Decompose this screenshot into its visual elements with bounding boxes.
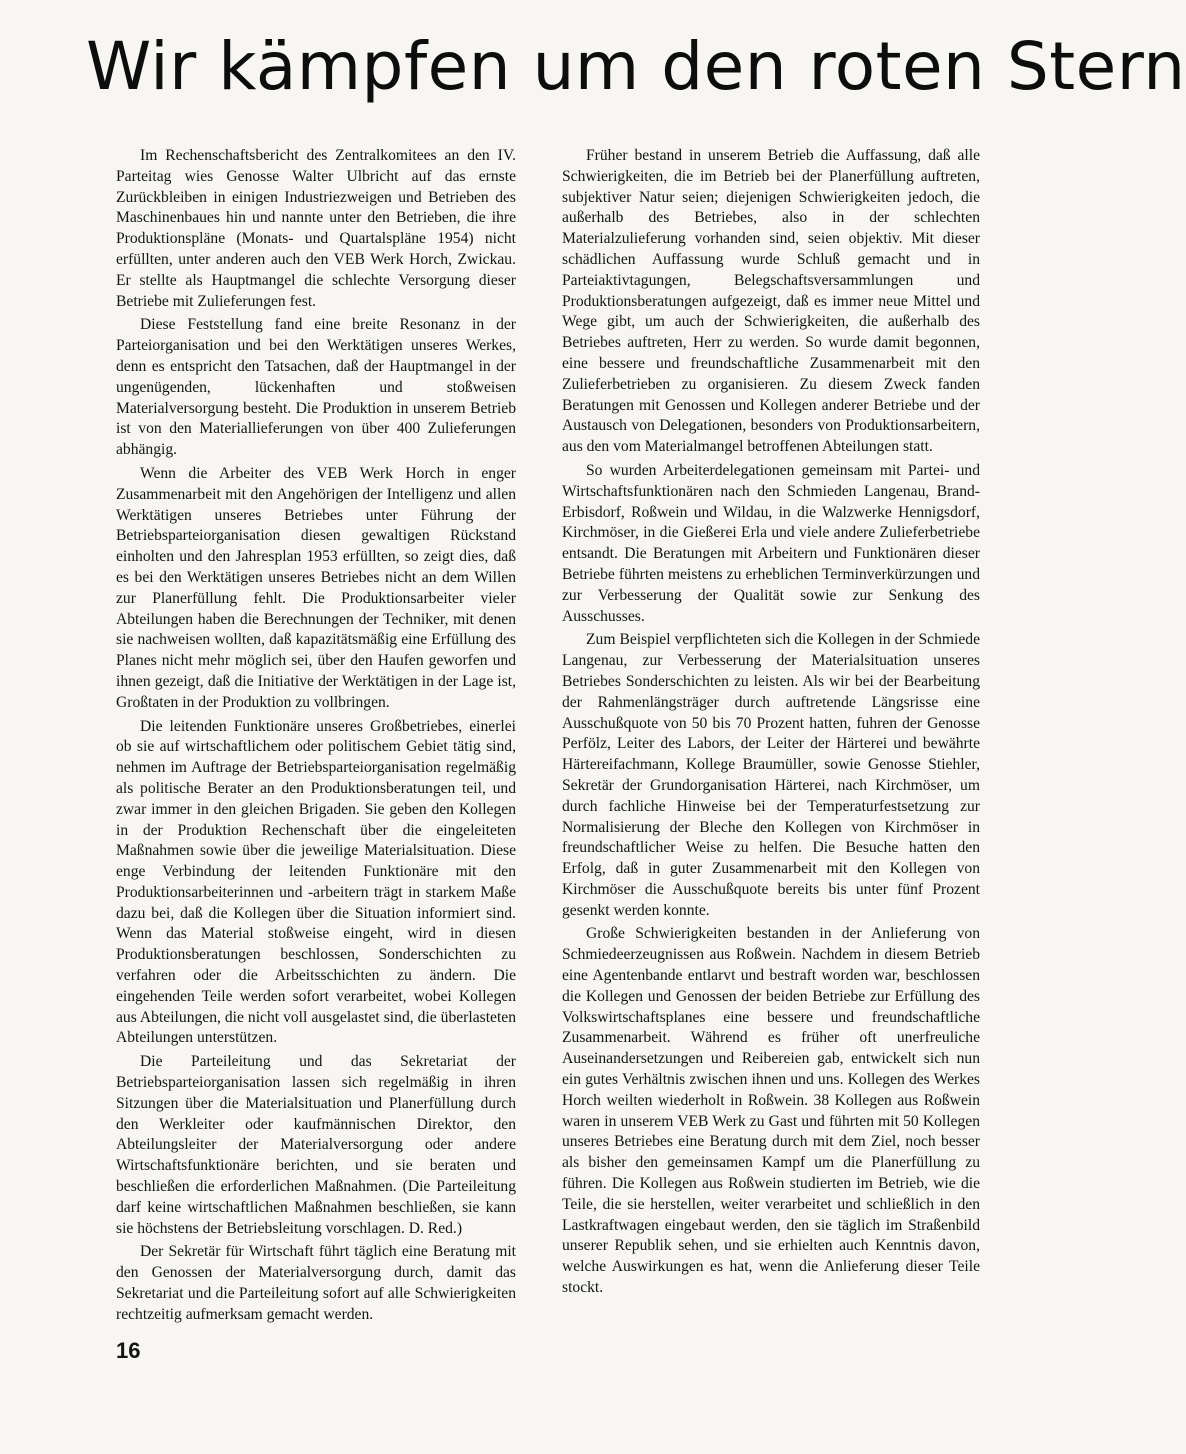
paragraph: Wenn die Arbeiter des VEB Werk Horch in enger Zusammenarbeit mit den Angehörigen der Intelligenz und allen Werktätigen unseres Betriebes unter Führung der Betriebsparteiorganisation diesen gewaltigen Rückstand einholten und den Jahresplan 1953 erfüllten, so zeigt dies, daß es bei den Werktätigen unseres Betriebes nicht an dem Willen zur Planerfüllung fehlt. Die Produktionsarbeiter vieler Abteilungen haben die Berechnungen der Techniker, mit denen sie nachweisen wollten, daß kapazitätsmäßig eine Erfüllung des Planes nicht mehr möglich sei, über den Haufen geworfen und ihnen gezeigt, daß die Initiative der Werktätigen in der Lage ist, Großtaten in der Produktion zu vollbringen.	[116, 464, 516, 711]
right-text-column	[562, 146, 980, 1302]
paragraph: Zum Beispiel verpflichteten sich die Kollegen in der Schmiede Langenau, zur Verbesserung der Materialsituation unseres Betriebes Sonderschichten zu leisten. Als wir bei der Bearbeitung der Rahmenlängsträger durch auftretende Längsrisse eine Ausschußquote von 50 bis 70 Prozent hatten, fuhren der Genosse Perfölz, Leiter des Labors, der Leiter der Härterei und bewährte Härtereifachmann, Kollege Braumüller, sowie Genosse Stiehler, Sekretär der Grundorganisation Härterei, nach Kirchmöser, um durch fachliche Hinweise bei der Temperaturfestsetzung zur Normalisierung der Bleche den Kollegen von Kirchmöser in freundschaftlicher Weise zu helfen. Die Besuche hatten den Erfolg, daß in guter Zusammenarbeit mit den Kollegen von Kirchmöser die Ausschußquote bereits bis unter fünf Prozent gesenkt werden konnte.	[562, 631, 980, 919]
article-title: Wir kämpfen um den roten Stern	[86, 28, 1186, 105]
paragraph: Diese Feststellung fand eine breite Resonanz in der Parteiorganisation und bei den Werktätigen unseres Werkes, denn es entspricht den Tatsachen, daß der Hauptmangel in der ungenügenden, lückenhaften und stoßweisen Materialversorgung besteht. Die Produktion in unserem Betrieb ist von den Materiallieferungen von über 400 Zulieferungen abhängig.	[116, 316, 516, 459]
paragraph: So wurden Arbeiterdelegationen gemeinsam mit Partei- und Wirtschaftsfunktionären nach den Schmieden Langenau, Brand-Erbisdorf, Roßwein und Wildau, in die Walzwerke Hennigsdorf, Kirchmöser, in die Gießerei Erla und viele andere Zulieferbetriebe entsandt. Die Beratungen mit Arbeitern und Funktionären dieser Betriebe führten meistens zu erheblichen Terminverkürzungen und zur Verbesserung der Qualität sowie zur Senkung des Ausschusses.	[562, 461, 980, 625]
paragraph: Der Sekretär für Wirtschaft führt täglich eine Beratung mit den Genossen der Materialversorgung durch, damit das Sekretariat und die Parteileitung sofort auf alle Schwierigkeiten rechtzeitig aufmerksam gemacht werden.	[116, 1243, 516, 1323]
paragraph: Die Parteileitung und das Sekretariat der Betriebsparteiorganisation lassen sich regelmäßig in ihren Sitzungen über die Materialsituation und Planerfüllung durch den Werkleiter oder kaufmännischen Direktor, den Abteilungsleiter der Materialversorgung oder andere Wirtschaftsfunktionäre berichten, und sie beraten und beschließen die erforderlichen Maßnahmen. (Die Parteileitung darf keine wirtschaftlichen Maßnahmen beschließen, sie kann sie höchstens der Betriebsleitung vorschlagen. D. Red.)	[116, 1053, 516, 1237]
page-number: 16	[116, 1338, 141, 1363]
paragraph: Im Rechenschaftsbericht des Zentralkomitees an den IV. Parteitag wies Genosse Walter Ulbricht auf das ernste Zurückbleiben in einigen Industriezweigen und Betrieben des Maschinenbaues hin und nannte unter den Betrieben, die ihre Produktionspläne (Monats- und Quartalspläne 1954) nicht erfüllten, unter anderen auch den VEB Werk Horch, Zwickau. Er stellte als Hauptmangel die schlechte Versorgung dieser Betriebe mit Zulieferungen fest.	[116, 147, 516, 310]
paragraph: Die leitenden Funktionäre unseres Großbetriebes, einerlei ob sie auf wirtschaftlichem oder politischem Gebiet tätig sind, nehmen im Auftrage der Betriebsparteiorganisation regelmäßig als politische Berater an den Produktionsberatungen teil, und zwar immer in den gleichen Brigaden. Sie geben den Kollegen in der Produktion Rechenschaft über die eingeleiteten Maßnahmen sowie über die jeweilige Materialsituation. Diese enge Verbindung der leitenden Funktionäre mit den Produktionsarbeiterinnen und -arbeitern trägt in starkem Maße dazu bei, daß die Kollegen über die Situation informiert sind. Wenn das Material stoßweise eingeht, wird in diesen Produktionsberatungen beschlossen, Sonderschichten zu verfahren oder die Arbeitsschichten zu ändern. Die eingehenden Teile werden sofort verarbeitet, wobei Kollegen aus Abteilungen, die nicht voll ausgelastet sind, die überlasteten Abteilungen unterstützen.	[116, 717, 516, 1047]
left-text-column	[116, 146, 516, 1329]
paragraph: Früher bestand in unserem Betrieb die Auffassung, daß alle Schwierigkeiten, die im Betrieb bei der Planerfüllung auftreten, subjektiver Natur seien; diejenigen Schwierigkeiten jedoch, die außerhalb des Betriebes, also in der schlechten Materialzulieferung vorhanden sind, seien objektiv. Mit dieser schädlichen Auffassung wurde Schluß gemacht und in Parteiaktivtagungen, Belegschaftsversammlungen und Produktionsberatungen aufgezeigt, daß es immer neue Mittel und Wege gibt, um auch der Schwierigkeiten, die außerhalb des Betriebes auftreten, Herr zu werden. So wurde damit begonnen, eine bessere und freundschaftliche Zusammenarbeit mit den Zulieferbetrieben zu organisieren. Zu diesem Zweck fanden Beratungen mit Genossen und Kollegen anderer Betriebe und der Austausch von Delegationen, besonders von Produktionsarbeitern, aus den vom Materialmangel betroffenen Abteilungen statt.	[562, 147, 980, 456]
paragraph: Große Schwierigkeiten bestanden in der Anlieferung von Schmiedeerzeugnissen aus Roßwein. Nachdem in diesem Betrieb eine Agentenbande entlarvt und bestraft worden war, beschlossen die Kollegen und Genossen der beiden Betriebe zur Erfüllung des Volkswirtschaftsplanes eine bessere und freundschaftliche Zusammenarbeit. Während es früher oft unerfreuliche Auseinandersetzungen und Reibereien gab, entwickelt sich nun ein gutes Verhältnis zwischen ihnen und uns. Kollegen des Werkes Horch weilten wiederholt in Roßwein. 38 Kollegen aus Roßwein waren in unserem VEB Werk zu Gast und führten mit 50 Kollegen unseres Betriebes eine Beratung durch mit dem Ziel, noch besser als bisher den gemeinsamen Kampf um die Planerfüllung zu führen. Die Kollegen aus Roßwein studierten im Betrieb, wie die Teile, die sie herstellen, weiter verarbeitet und schließlich in den Lastkraftwagen eingebaut werden, den sie täglich im Straßenbild unserer Republik sehen, und sie erhielten auch Kenntnis davon, welche Auswirkungen es hat, wenn die Anlieferung dieser Teile stockt.	[562, 925, 980, 1297]
